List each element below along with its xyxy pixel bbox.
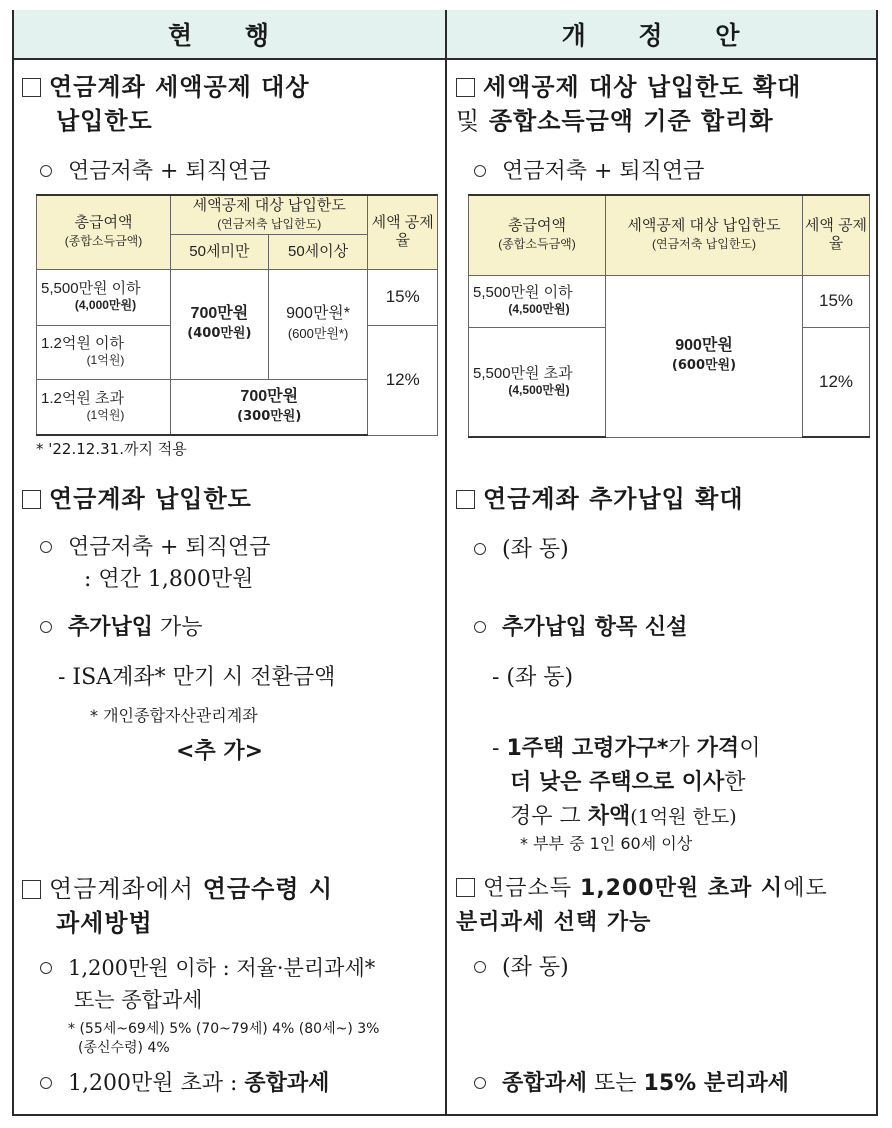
- bullet-circle-icon: [474, 1077, 486, 1089]
- checkbox-square-icon: [456, 78, 475, 97]
- bullet-circle-icon: [474, 961, 486, 973]
- left-added-label: <추 가>: [176, 739, 264, 764]
- left-item3-note: * 개인종합자산관리계좌: [90, 706, 258, 725]
- bullet-circle-icon: [474, 543, 486, 555]
- table-cell-rate: 12%: [803, 327, 870, 437]
- left-item4: 1,200만원 이하 : 저율·분리과세* 또는 종합과세: [40, 952, 375, 1016]
- bullet-circle-icon: [40, 962, 52, 974]
- table-header-rate: 세액 공제율: [368, 195, 438, 269]
- left-item1: 연금저축 + 퇴직연금: [40, 156, 270, 188]
- table-cell-under50: 700만원 (400만원): [171, 269, 269, 379]
- right-limit-table: [468, 194, 870, 438]
- table-row-label: 5,500만원 이하 (4,000만원): [37, 269, 171, 325]
- table-row-label: 5,500만원 이하 (4,500만원): [469, 275, 606, 327]
- left-limit-table: [36, 194, 438, 436]
- header-proposed: 개 정 안: [447, 10, 876, 60]
- table-row-label: 1.2억원 초과 (1억원): [37, 379, 171, 435]
- table-header-over50: 50세이상: [268, 234, 368, 269]
- table-header-income: 총급여액 (종합소득금액): [37, 195, 171, 269]
- checkbox-square-icon: [456, 878, 475, 897]
- table-cell-high-income: 700만원 (300만원): [171, 379, 368, 435]
- bullet-circle-icon: [40, 165, 52, 177]
- right-section3-title: 연금소득 1,200만원 초과 시에도 분리과세 선택 가능: [456, 876, 828, 935]
- table-cell-over50: 900만원* (600만원*): [268, 269, 368, 379]
- table-cell-rate: 15%: [803, 275, 870, 327]
- table-cell-rate: 15%: [368, 269, 438, 325]
- checkbox-square-icon: [22, 78, 41, 97]
- left-item3-sub: - ISA계좌* 만기 시 전환금액: [58, 665, 336, 690]
- right-section1-title: 세액공제 대상 납입한도 확대 및 종합소득금액 기준 합리화: [456, 73, 802, 135]
- checkbox-square-icon: [22, 490, 41, 509]
- table-row-label: 5,500만원 초과 (4,500만원): [469, 327, 606, 437]
- table-header-limit: 세액공제 대상 납입한도 (연금저축 납입한도): [606, 195, 803, 275]
- right-item3: 추가납입 항목 신설: [474, 612, 687, 644]
- bullet-circle-icon: [40, 1077, 52, 1089]
- left-table-note: * '22.12.31.까지 적용: [36, 440, 187, 458]
- right-item2: (좌 동): [474, 534, 569, 566]
- right-section2-title: 연금계좌 추가납입 확대: [456, 482, 744, 516]
- bullet-circle-icon: [474, 165, 486, 177]
- bullet-circle-icon: [40, 541, 52, 553]
- bullet-circle-icon: [474, 621, 486, 633]
- left-section3-title: 연금계좌에서 연금수령 시 과세방법: [22, 872, 333, 940]
- left-item5: 1,200만원 초과 : 종합과세: [40, 1068, 329, 1100]
- column-divider: [445, 10, 447, 1116]
- left-item3: 추가납입 가능: [40, 612, 203, 644]
- right-item3-sub2: - 1주택 고령가구*가 가격이 더 낮은 주택으로 이사한 경우 그 차액(1억원 한도): [492, 736, 761, 829]
- left-item4-note: * (55세~69세) 5% (70~79세) 4% (80세~) 3% (종신수령) 4%: [68, 1021, 380, 1056]
- table-header-under50: 50세미만: [171, 234, 269, 269]
- checkbox-square-icon: [22, 880, 41, 899]
- bullet-circle-icon: [40, 621, 52, 633]
- right-item3-sub1: - (좌 동): [492, 665, 574, 690]
- header-current: 현 행: [14, 10, 445, 60]
- table-header-limit: 세액공제 대상 납입한도 (연금저축 납입한도): [171, 195, 368, 234]
- right-item5: 종합과세 또는 15% 분리과세: [474, 1068, 789, 1100]
- right-item1: 연금저축 + 퇴직연금: [474, 156, 704, 188]
- checkbox-square-icon: [456, 490, 475, 509]
- table-cell-rate: 12%: [368, 325, 438, 435]
- table-header-rate: 세액 공제율: [803, 195, 870, 275]
- left-section1-title: 연금계좌 세액공제 대상 납입한도: [22, 70, 310, 138]
- left-item2: 연금저축 + 퇴직연금 : 연간 1,800만원: [40, 532, 270, 596]
- table-header-income: 총급여액 (종합소득금액): [469, 195, 606, 275]
- right-item4: (좌 동): [474, 952, 569, 984]
- table-cell-limit: 900만원 (600만원): [606, 275, 803, 437]
- right-item3-note: * 부부 중 1인 60세 이상: [520, 834, 693, 853]
- table-row-label: 1.2억원 이하 (1억원): [37, 325, 171, 379]
- left-section2-title: 연금계좌 납입한도: [22, 482, 252, 516]
